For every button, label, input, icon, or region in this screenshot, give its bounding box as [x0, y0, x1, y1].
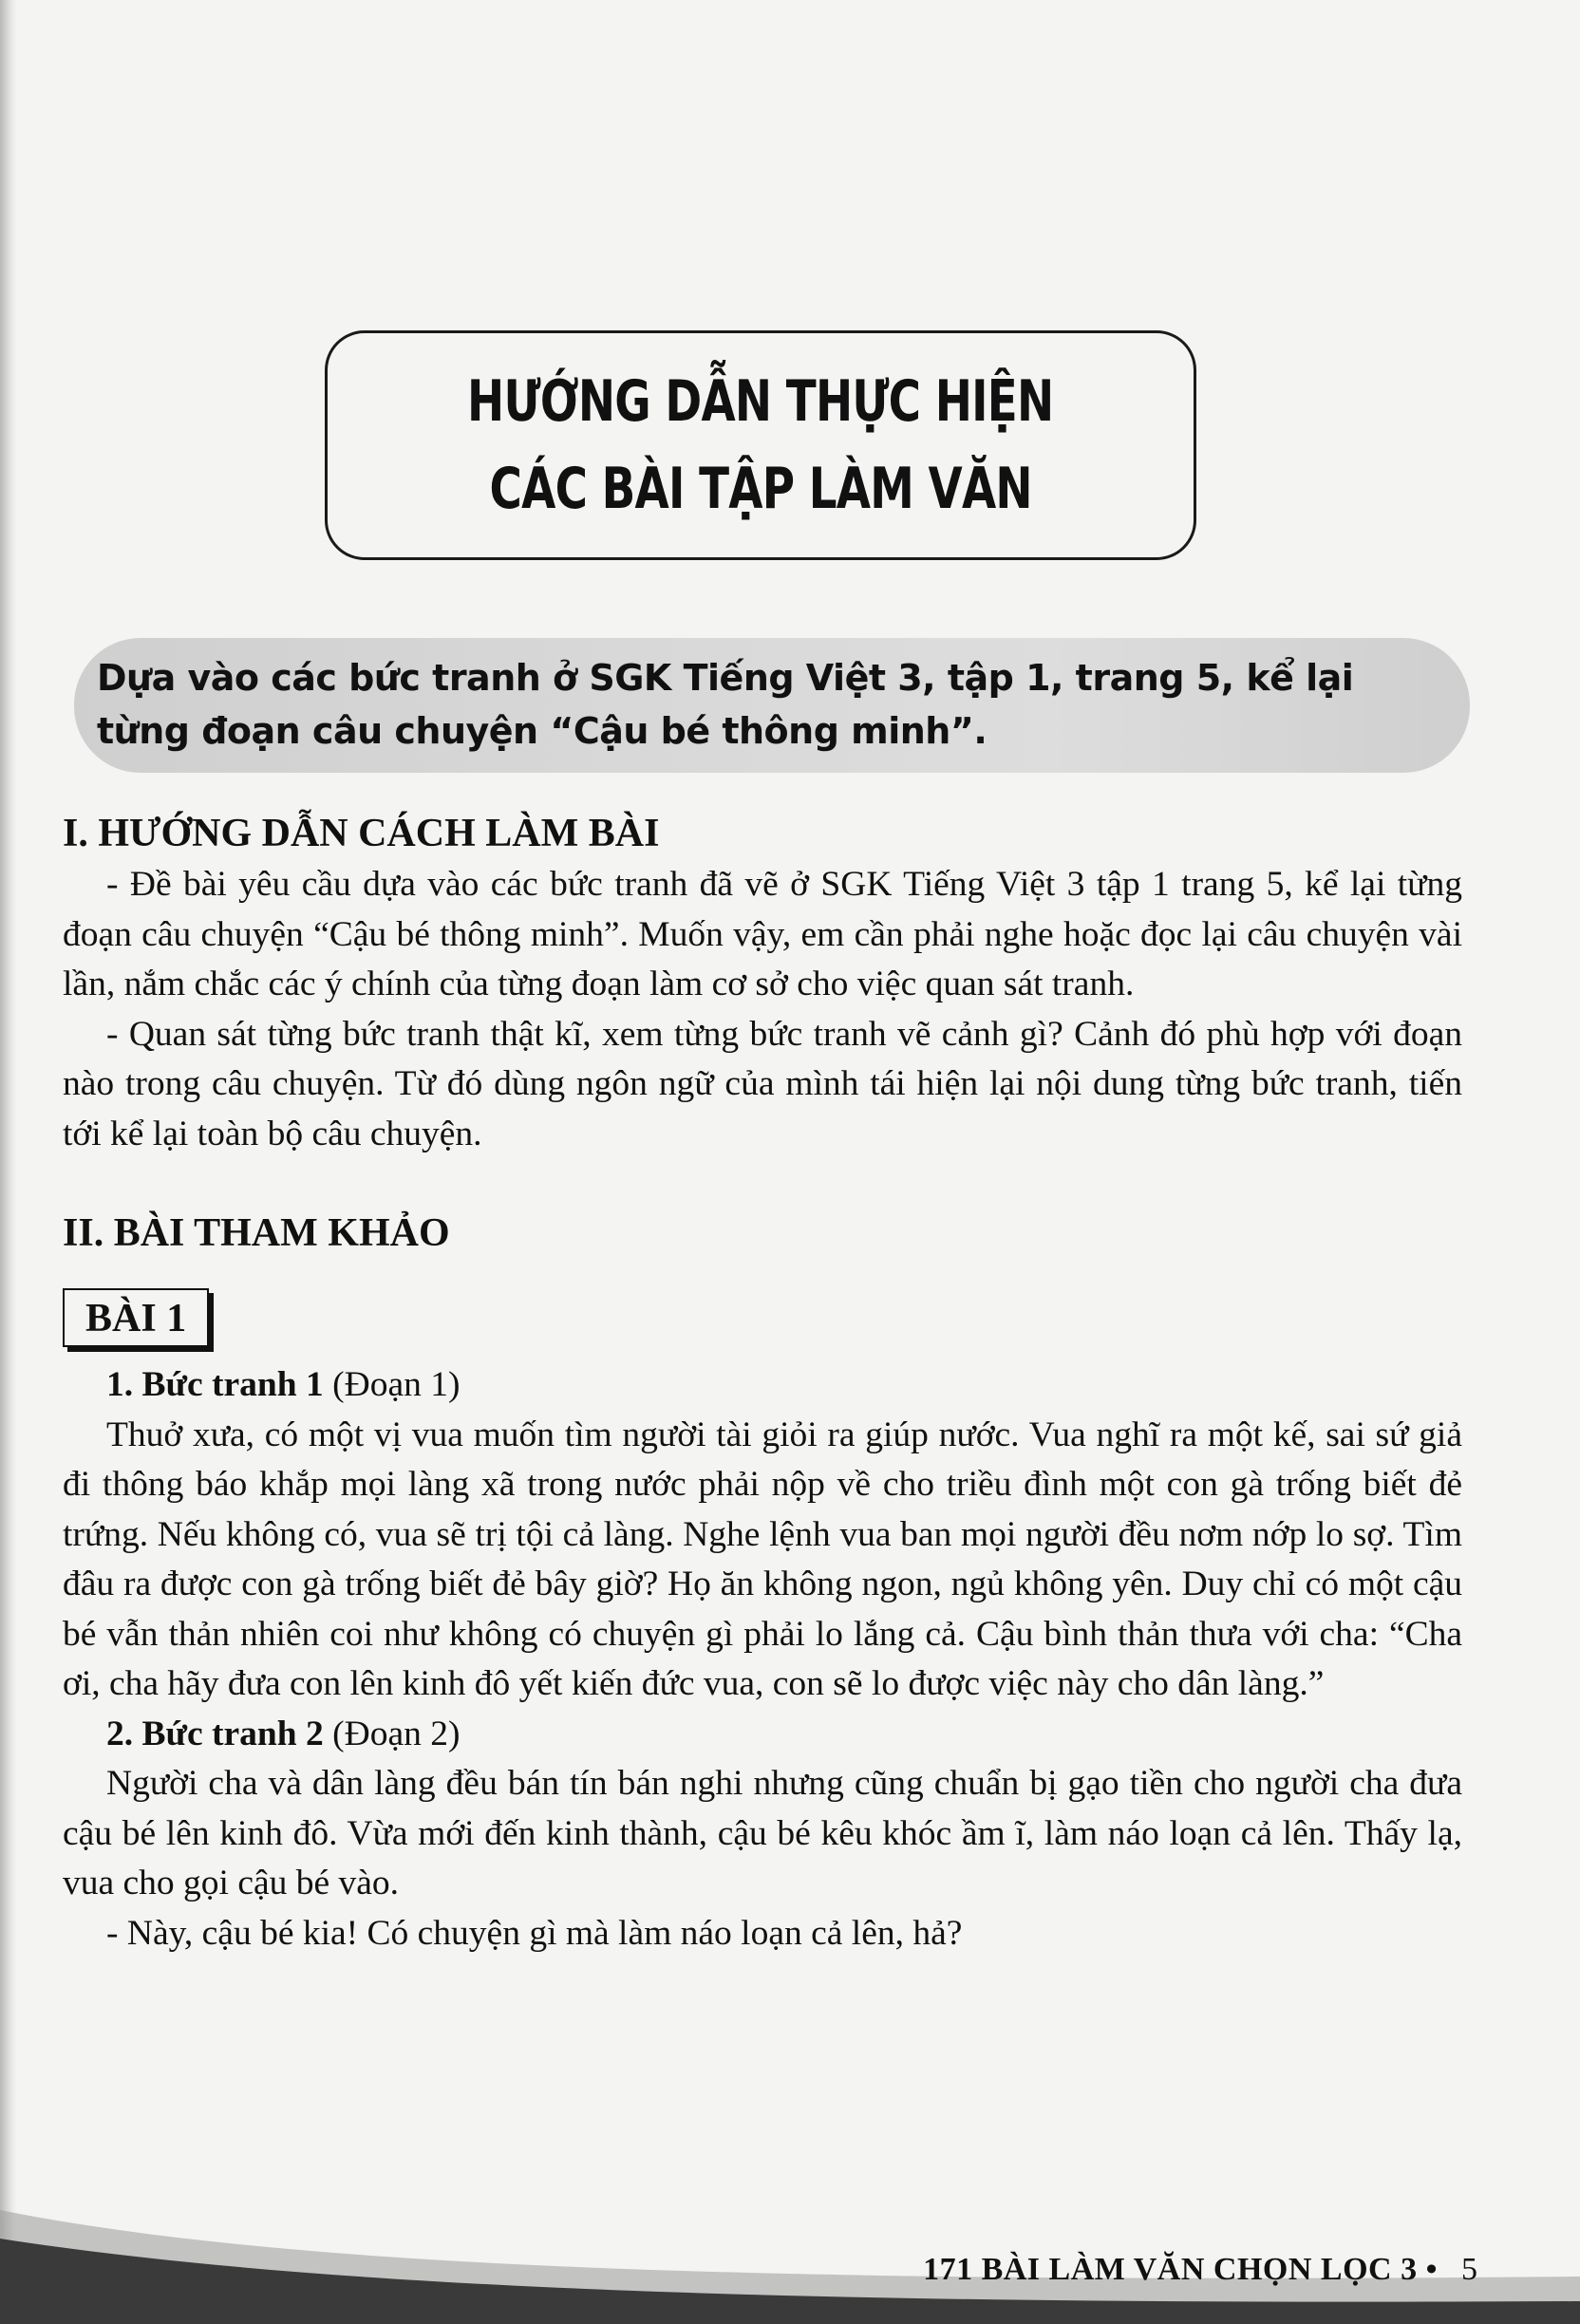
footer-page-number: 5 [1461, 2252, 1477, 2287]
subheading-tranh-2 [63, 1710, 1462, 1760]
title-line-1: HƯỚNG DẪN THỰC HIỆN [467, 368, 1054, 435]
subheading-tranh-2-rest: (Đoạn 2) [323, 1714, 461, 1753]
tranh-1-paragraph: Thuở xưa, có một vị vua muốn tìm người tài giỏi ra giúp nước. Vua nghĩ ra một kế, sai sứ giả đi thông báo khắp mọi làng xã trong nước phải nộp về cho triều đình một con gà trống biết đẻ trứng. Nếu không có, vua sẽ trị tội cả làng. Nghe lệnh vua ban mọi người đều nơm nớp lo sợ. Tìm đâu ra được con gà trống biết đẻ bây giờ? Họ ăn không ngon, ngủ không yên. Duy chỉ có một cậu bé vẫn thản nhiên coi như không có chuyện gì phải lo lắng cả. Cậu bình thản thưa với cha: “Cha ơi, cha hãy đưa con lên kinh đô yết kiến đức vua, con sẽ lo được việc này cho dân làng.” [63, 1415, 1462, 1703]
task-prompt [97, 651, 1455, 758]
section-2-heading: II. BÀI THAM KHẢO [63, 1211, 450, 1255]
page-edge-shadow [0, 0, 17, 2324]
subheading-tranh-1 [63, 1360, 1462, 1411]
subheading-tranh-1-bold: 1. Bức tranh 1 [106, 1365, 324, 1404]
title-box [325, 330, 1196, 560]
subheading-tranh-2-bold: 2. Bức tranh 2 [106, 1714, 324, 1753]
section-1-paragraph-2: - Quan sát từng bức tranh thật kĩ, xem từng bức tranh vẽ cảnh gì? Cảnh đó phù hợp với đoạn nào trong câu chuyện. Từ đó dùng ngôn ngữ của mình tái hiện lại nội dung từng bức tranh, tiến tới kể lại toàn bộ câu chuyện. [63, 1014, 1462, 1153]
dialogue-line: - Này, cậu bé kia! Có chuyện gì mà làm náo loạn cả lên, hả? [106, 1913, 963, 1953]
bai-1-label: BÀI 1 [63, 1288, 209, 1347]
task-line-1: Dựa vào các bức tranh ở SGK Tiếng Việt 3, tập 1, trang 5, kể lại [97, 657, 1354, 699]
section-1-heading: I. HƯỚNG DẪN CÁCH LÀM BÀI [63, 812, 660, 855]
task-line-2: từng đoạn câu chuyện “Cậu bé thông minh”. [97, 710, 988, 752]
subheading-tranh-1-rest: (Đoạn 1) [323, 1365, 461, 1404]
footer-book-title: 171 BÀI LÀM VĂN CHỌN LỌC 3 • [923, 2252, 1438, 2287]
title-line-2: CÁC BÀI TẬP LÀM VĂN [489, 456, 1032, 522]
main-content [63, 807, 1462, 1959]
section-1-paragraph-1: - Đề bài yêu cầu dựa vào các bức tranh đã vẽ ở SGK Tiếng Việt 3 tập 1 trang 5, kể lại từng đoạn câu chuyện “Cậu bé thông minh”. Muốn vậy, em cần phải nghe hoặc đọc lại câu chuyện vài lần, nắm chắc các ý chính của từng đoạn làm cơ sở cho việc quan sát tranh. [63, 865, 1462, 1003]
tranh-2-paragraph: Người cha và dân làng đều bán tín bán nghi nhưng cũng chuẩn bị gạo tiền cho người cha đưa cậu bé lên kinh đô. Vừa mới đến kinh thành, cậu bé kêu khóc ầm ĩ, làm náo loạn cả lên. Thấy lạ, vua cho gọi cậu bé vào. [63, 1764, 1462, 1902]
